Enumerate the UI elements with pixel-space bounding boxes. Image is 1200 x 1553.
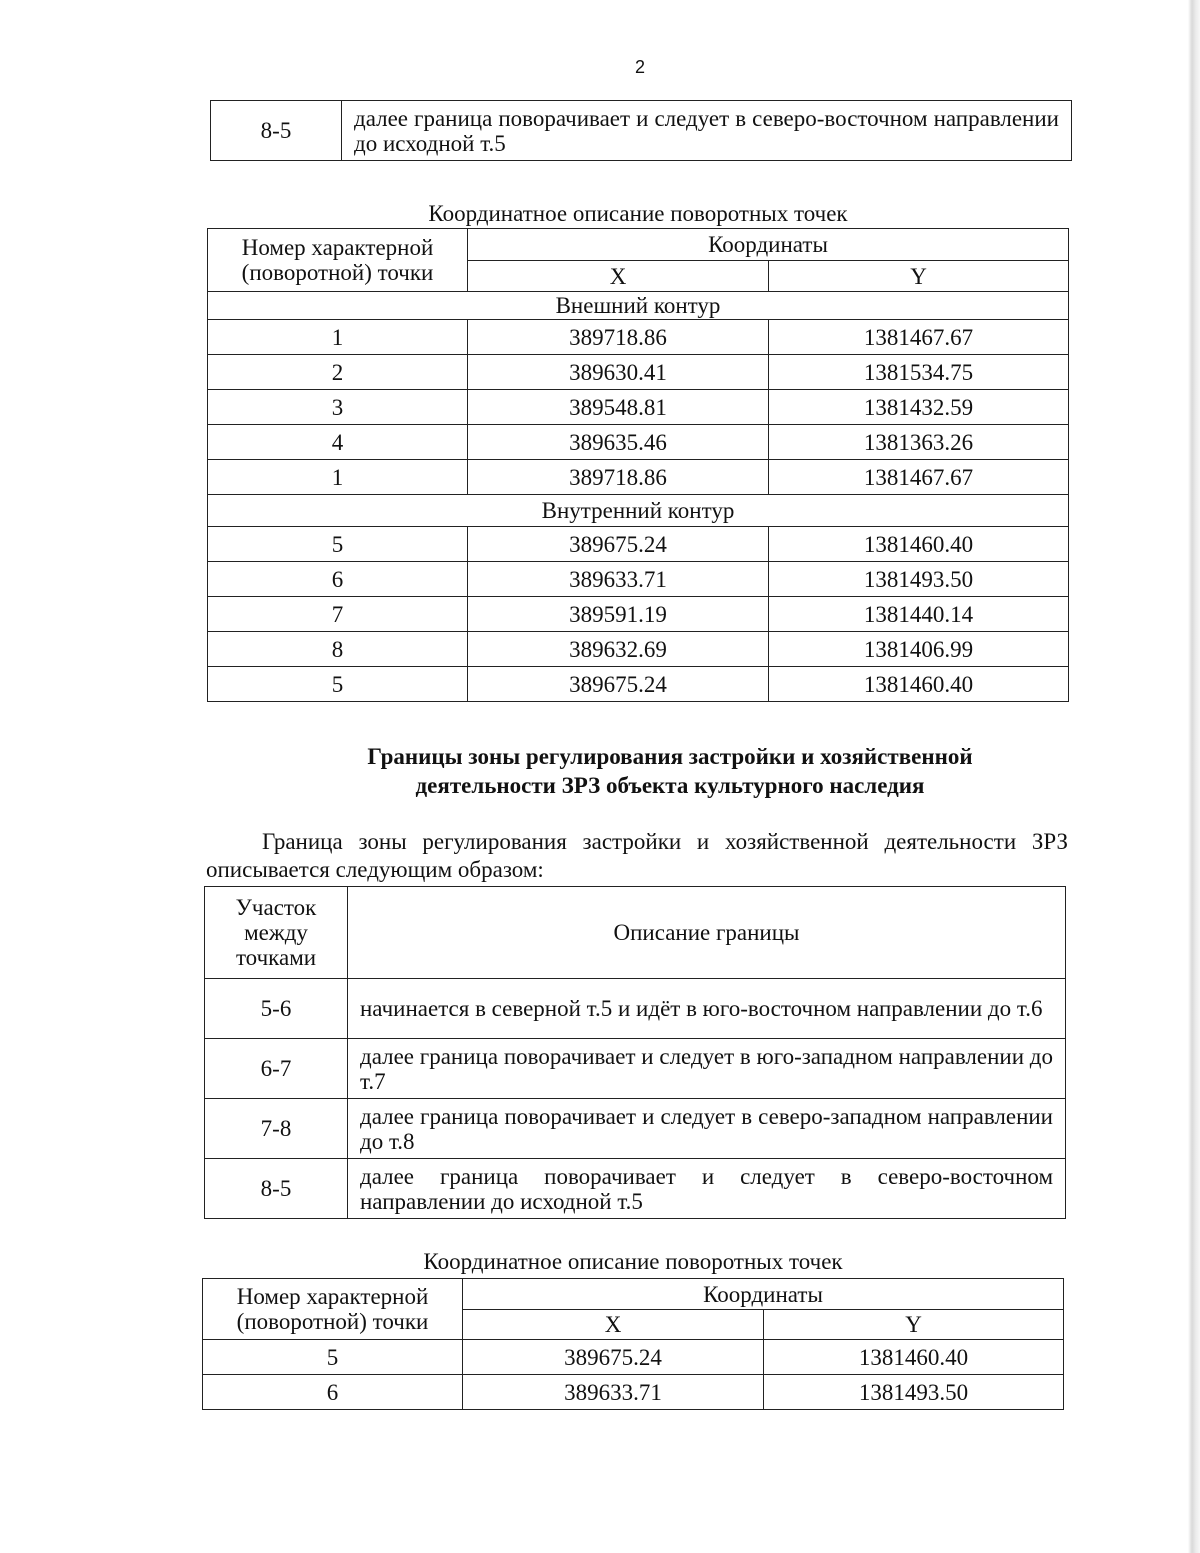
col-point-header: Номер характерной (поворотной) точки — [208, 229, 468, 292]
segment-cell: 5-6 — [205, 979, 348, 1039]
point-number: 2 — [208, 355, 468, 390]
col-segment-header: Участок между точками — [205, 887, 348, 979]
table-row — [203, 1375, 1064, 1410]
outer-contour-label: Внешний контур — [208, 292, 1069, 320]
section-paragraph: Граница зоны регулирования застройки и хозяйственной деятельности ЗРЗ описывается следующим образом: — [206, 829, 1068, 882]
table-row — [208, 667, 1069, 702]
point-number: 7 — [208, 597, 468, 632]
coords-table-1 — [207, 228, 1069, 702]
table-row — [208, 425, 1069, 460]
table-row — [205, 1039, 1066, 1099]
x-coord: 389591.19 — [468, 597, 769, 632]
point-number: 4 — [208, 425, 468, 460]
point-number: 5 — [208, 527, 468, 562]
description-cell: начинается в северной т.5 и идёт в юго-восточном направлении до т.6 — [348, 979, 1066, 1039]
segment-cell: 6-7 — [205, 1039, 348, 1099]
col-x-header: X — [463, 1310, 764, 1340]
table-header-row — [205, 887, 1066, 979]
x-coord: 389630.41 — [468, 355, 769, 390]
x-coord: 389718.86 — [468, 320, 769, 355]
x-coord: 389633.71 — [468, 562, 769, 597]
col-y-header: Y — [769, 261, 1069, 292]
y-coord: 1381493.50 — [769, 562, 1069, 597]
description-cell: далее граница поворачивает и следует в северо-восточном направлении до исходной т.5 — [348, 1159, 1066, 1219]
table-row — [208, 632, 1069, 667]
point-number: 1 — [208, 460, 468, 495]
col-desc-header: Описание границы — [348, 887, 1066, 979]
col-coords-header: Координаты — [468, 229, 1069, 261]
top-boundary-table — [210, 100, 1072, 161]
y-coord: 1381460.40 — [769, 667, 1069, 702]
point-number: 3 — [208, 390, 468, 425]
x-coord: 389718.86 — [468, 460, 769, 495]
section-row-outer — [208, 292, 1069, 320]
x-coord: 389675.24 — [468, 667, 769, 702]
description-cell: далее граница поворачивает и следует в северо-восточном направлении до исходной т.5 — [342, 101, 1072, 161]
table-row — [208, 355, 1069, 390]
table-row — [208, 562, 1069, 597]
description-cell: далее граница поворачивает и следует в северо-западном направлении до т.8 — [348, 1099, 1066, 1159]
table-row — [205, 1159, 1066, 1219]
page-number: 2 — [634, 57, 645, 77]
y-coord: 1381460.40 — [764, 1340, 1064, 1375]
table-row — [203, 1340, 1064, 1375]
y-coord: 1381534.75 — [769, 355, 1069, 390]
x-coord: 389635.46 — [468, 425, 769, 460]
table-header-row — [203, 1279, 1064, 1310]
segment-cell: 7-8 — [205, 1099, 348, 1159]
heading-line-1: Границы зоны регулирования застройки и хозяйственной — [367, 744, 973, 769]
inner-contour-label: Внутренний контур — [208, 495, 1069, 527]
table-row — [208, 320, 1069, 355]
x-coord: 389675.24 — [468, 527, 769, 562]
point-number: 6 — [208, 562, 468, 597]
x-coord: 389633.71 — [463, 1375, 764, 1410]
table-row — [211, 101, 1072, 161]
segment-cell: 8-5 — [205, 1159, 348, 1219]
y-coord: 1381467.67 — [769, 320, 1069, 355]
x-coord: 389548.81 — [468, 390, 769, 425]
col-y-header: Y — [764, 1310, 1064, 1340]
col-point-header: Номер характерной (поворотной) точки — [203, 1279, 463, 1340]
point-number: 6 — [203, 1375, 463, 1410]
heading-line-2: деятельности ЗРЗ объекта культурного наследия — [415, 773, 925, 798]
point-number: 5 — [203, 1340, 463, 1375]
y-coord: 1381440.14 — [769, 597, 1069, 632]
point-number: 8 — [208, 632, 468, 667]
table-row — [205, 979, 1066, 1039]
description-cell: далее граница поворачивает и следует в юго-западном направлении до т.7 — [348, 1039, 1066, 1099]
y-coord: 1381432.59 — [769, 390, 1069, 425]
x-coord: 389675.24 — [463, 1340, 764, 1375]
table-row — [205, 1099, 1066, 1159]
section-row-inner — [208, 495, 1069, 527]
x-coord: 389632.69 — [468, 632, 769, 667]
y-coord: 1381406.99 — [769, 632, 1069, 667]
point-number: 5 — [208, 667, 468, 702]
table-row — [208, 460, 1069, 495]
boundary-table — [204, 886, 1066, 1219]
y-coord: 1381460.40 — [769, 527, 1069, 562]
point-number: 1 — [208, 320, 468, 355]
table-row — [208, 597, 1069, 632]
coords-table-2 — [202, 1278, 1064, 1410]
table-row — [208, 390, 1069, 425]
y-coord: 1381493.50 — [764, 1375, 1064, 1410]
y-coord: 1381467.67 — [769, 460, 1069, 495]
col-x-header: X — [468, 261, 769, 292]
table-row — [208, 527, 1069, 562]
section-heading — [200, 742, 1140, 800]
table-header-row — [208, 229, 1069, 261]
col-coords-header: Координаты — [463, 1279, 1064, 1310]
y-coord: 1381363.26 — [769, 425, 1069, 460]
coords-caption-2: Координатное описание поворотных точек — [423, 1249, 843, 1274]
coords-caption-1: Координатное описание поворотных точек — [428, 201, 848, 226]
segment-cell: 8-5 — [211, 101, 342, 161]
